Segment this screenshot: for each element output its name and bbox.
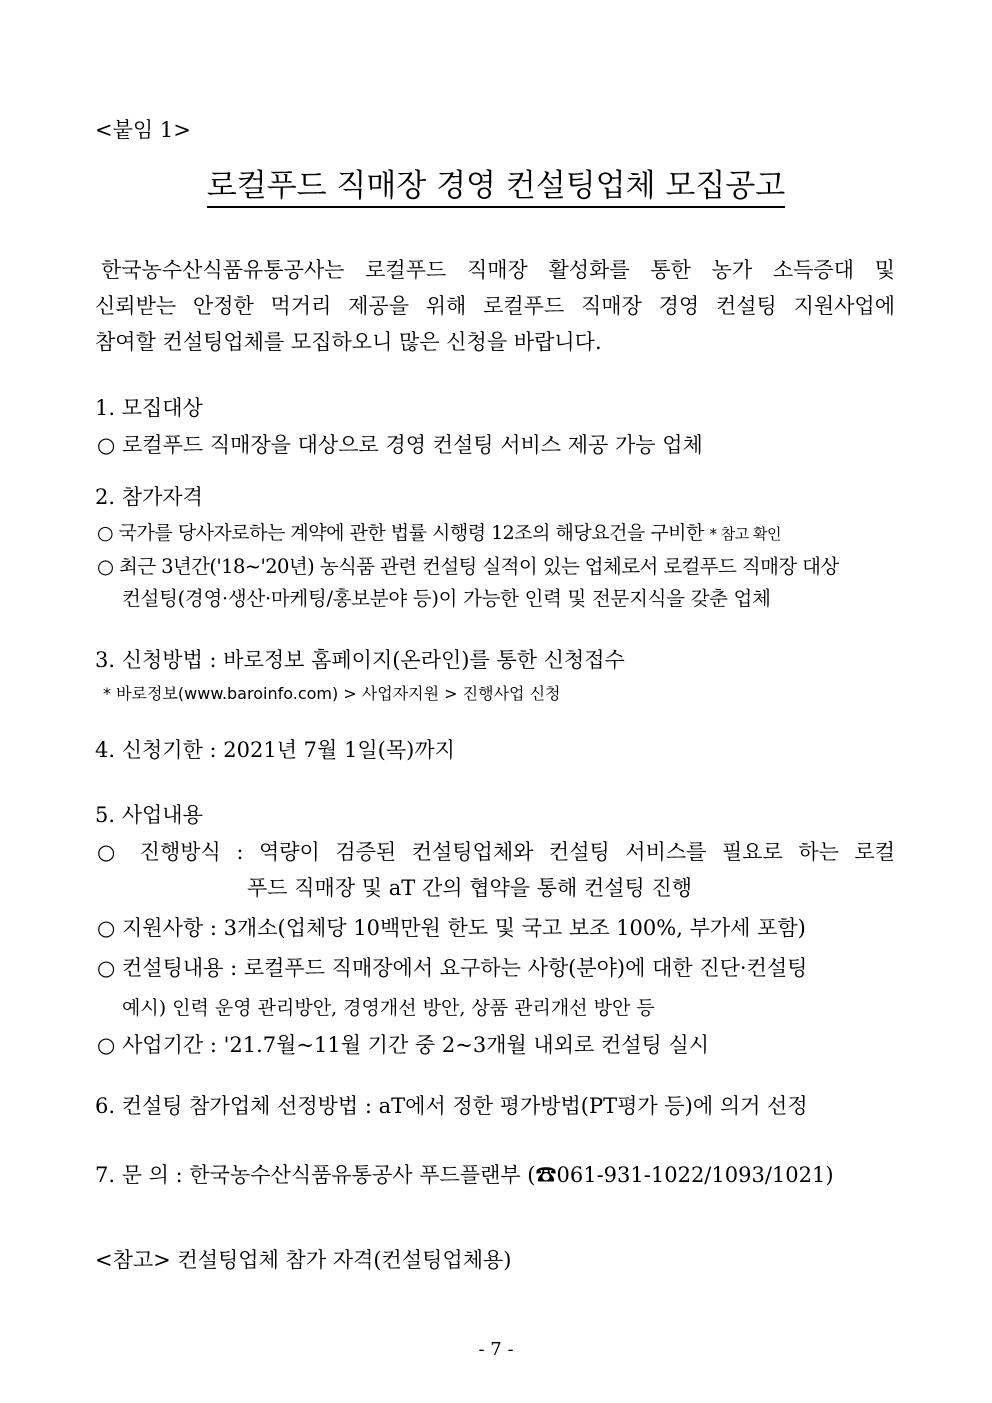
section-4-heading: 4. 신청기한 : 2021년 7월 1일(목)까지 [95,738,455,762]
attachment-label: <붙임 1> [95,118,191,142]
section-2-item-2-line-1: ○ 최근 3년간('18~'20년) 농식품 관련 컨설팅 실적이 있는 업체로서 로컬푸드 직매장 대상 [97,555,839,578]
reference-label: <참고> 컨설팅업체 참가 자격(컨설팅업체용) [95,1248,512,1272]
section-3-note: * 바로정보(www.baroinfo.com) > 사업자지원 > 진행사업 신청 [103,684,561,703]
page-title-text: 로컬푸드 직매장 경영 컨설팅업체 모집공고 [207,168,785,208]
section-5-heading: 5. 사업내용 [95,803,203,827]
section-2-heading: 2. 참가자격 [95,485,203,509]
section-5-item-3: ○ 컨설팅내용 : 로컬푸드 직매장에서 요구하는 사항(분야)에 대한 진단·컨설팅 [97,956,808,980]
section-5-item-1-line-1: ○ 진행방식 : 역량이 검증된 컨설팅업체와 컨설팅 서비스를 필요로 하는 로컬 [97,840,895,864]
section-5-item-3-example: 예시) 인력 운영 관리방안, 경영개선 방안, 상품 관리개선 방안 등 [122,997,655,1019]
intro-line-1: 한국농수산식품유통공사는 로컬푸드 직매장 활성화를 통한 농가 소득증대 및 [101,258,895,282]
intro-line-3: 참여할 컨설팅업체를 모집하오니 많은 신청을 바랍니다. [95,330,602,354]
section-2-item-2-line-2: 컨설팅(경영·생산·마케팅/홍보분야 등)이 가능한 인력 및 전문지식을 갖춘 업체 [122,587,771,610]
section-2-item-1-text: ○ 국가를 당사자로하는 계약에 관한 법률 시행령 12조의 해당요건을 구비한 [97,522,704,544]
section-2-item-1 [97,519,781,548]
section-6-heading: 6. 컨설팅 참가업체 선정방법 : aT에서 정한 평가방법(PT평가 등)에 의거 선정 [95,1094,808,1118]
section-2-item-1-note: * 참고 확인 [709,525,781,543]
intro-line-2: 신뢰받는 안정한 먹거리 제공을 위해 로컬푸드 직매장 경영 컨설팅 지원사업에 [95,294,895,318]
section-3-heading: 3. 신청방법 : 바로정보 홈페이지(온라인)를 통한 신청접수 [95,648,625,672]
section-1-heading: 1. 모집대상 [95,396,203,420]
section-1-item: ○ 로컬푸드 직매장을 대상으로 경영 컨설팅 서비스 제공 가능 업체 [97,433,703,457]
section-5-item-4: ○ 사업기간 : '21.7월~11월 기간 중 2~3개월 내외로 컨설팅 실시 [97,1033,710,1057]
section-7-heading: 7. 문 의 : 한국농수산식품유통공사 푸드플랜부 (☎061-931-1022/1093/1021) [95,1163,834,1187]
section-5-item-2: ○ 지원사항 : 3개소(업체당 10백만원 한도 및 국고 보조 100%, 부가세 포함) [97,916,806,940]
page-number: - 7 - [478,1339,514,1360]
page-title [0,166,992,206]
section-5-item-1-line-2: 푸드 직매장 및 aT 간의 협약을 통해 컨설팅 진행 [247,876,693,900]
